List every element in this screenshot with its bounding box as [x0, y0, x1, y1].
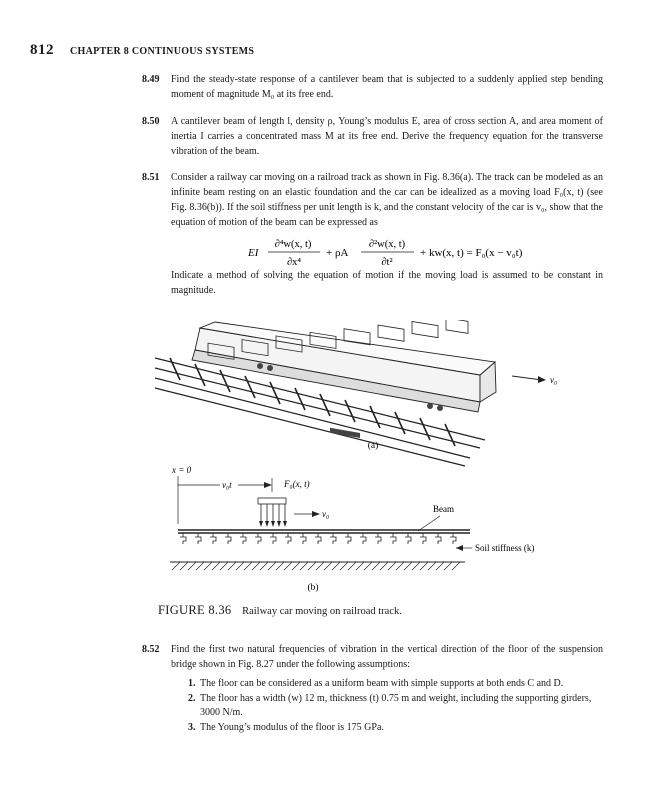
x0-label: x = 0 — [172, 465, 192, 475]
problem-number: 8.50 — [142, 116, 160, 127]
assumption-list — [188, 677, 604, 735]
eq-plus-rhoa: + ρA — [326, 247, 349, 259]
assumption-number: 1. — [188, 678, 196, 689]
figure-caption — [158, 603, 402, 618]
eq-rest: + kw(x, t) = F₀(x − v₀t) — [420, 247, 523, 259]
figure-drawing — [150, 320, 610, 610]
problem-text-continued: Indicate a method of solving the equation of motion if the moving load is assumed to be constant in magnitude. — [171, 270, 603, 296]
problem-text: Consider a railway car moving on a railroad track as shown in Fig. 8.36(a). The track can be modeled as an infinite beam resting on an elastic foundation and the car can be idealized as a moving load F₀(x, t) (see Fig. 8.36(b)). If the soil stiffness per unit length is k, and the constant velocity of the car is v₀, show that the equation of motion of the beam can be expressed as — [171, 172, 603, 228]
figure-8-36 — [150, 320, 610, 610]
problem-8-51-continued — [171, 268, 603, 298]
assumption-text: The floor has a width (w) 12 m, thickness (t) 0.75 m and weight, including the supporting girders, 3000 N/m. — [200, 692, 592, 718]
beam-label: Beam — [433, 504, 454, 514]
soil-label: Soil stiffness (k) — [475, 543, 535, 553]
problem-text: A cantilever beam of length l, density ρ, Young’s modulus E, area of cross section A, and area moment of inertia I carries a concentrated mass M at its free end. Derive the frequency equation for the transverse vibration of the beam. — [171, 116, 603, 157]
equation-of-motion — [248, 233, 558, 273]
eq-num1: ∂⁴w(x, t) — [274, 239, 312, 250]
problem-number: 8.49 — [142, 74, 160, 85]
figure-label: FIGURE 8.36 — [158, 603, 232, 617]
velocity-arrow-a — [512, 375, 557, 385]
railway-car-drawing — [155, 320, 496, 466]
part-b-label: (b) — [307, 583, 319, 593]
problem-8-49 — [142, 72, 603, 102]
assumption-number: 3. — [188, 721, 196, 733]
problem-text: Find the steady-state response of a cantilever beam that is subjected to a suddenly applied step bending moment of magnitude M₀ at its free end. — [171, 74, 603, 100]
v0-label-a: v₀ — [550, 375, 558, 385]
beam-model-b — [170, 465, 534, 570]
assumption-item — [188, 721, 604, 736]
problem-8-51 — [142, 170, 603, 230]
assumption-text: The floor can be considered as a uniform beam with simple supports at both ends C and D. — [200, 678, 564, 689]
assumption-item — [188, 677, 604, 692]
problem-number: 8.52 — [142, 644, 160, 655]
v0-label-b: v₀ — [322, 509, 330, 519]
problem-8-52 — [142, 642, 603, 672]
assumption-number: 2. — [188, 692, 196, 704]
page-number: 812 — [30, 42, 54, 58]
chapter-title: CHAPTER 8 CONTINUOUS SYSTEMS — [70, 46, 255, 57]
eq-num2: ∂²w(x, t) — [368, 239, 406, 250]
eq-den2: ∂t² — [381, 257, 393, 268]
spring-row — [180, 533, 456, 544]
figure-caption-text: Railway car moving on railroad track. — [242, 606, 402, 617]
assumption-item — [188, 692, 604, 721]
problem-text: Find the first two natural frequencies of vibration in the vertical direction of the floor of the suspension bridge shown in Fig. 8.27 under the following assumptions: — [171, 644, 603, 670]
eq-ei: EI — [248, 247, 259, 259]
ground-hatching — [172, 562, 460, 570]
assumption-text: The Young’s modulus of the floor is 175 GPa. — [200, 721, 384, 733]
eq-den1: ∂x⁴ — [286, 257, 302, 268]
v0t-label: v₀t — [222, 480, 232, 490]
problem-number: 8.51 — [142, 172, 160, 183]
problem-8-50 — [142, 114, 603, 159]
load-label: F₀(x, t) — [284, 479, 310, 489]
part-a-label: (a) — [367, 441, 379, 451]
page-header — [30, 42, 254, 59]
